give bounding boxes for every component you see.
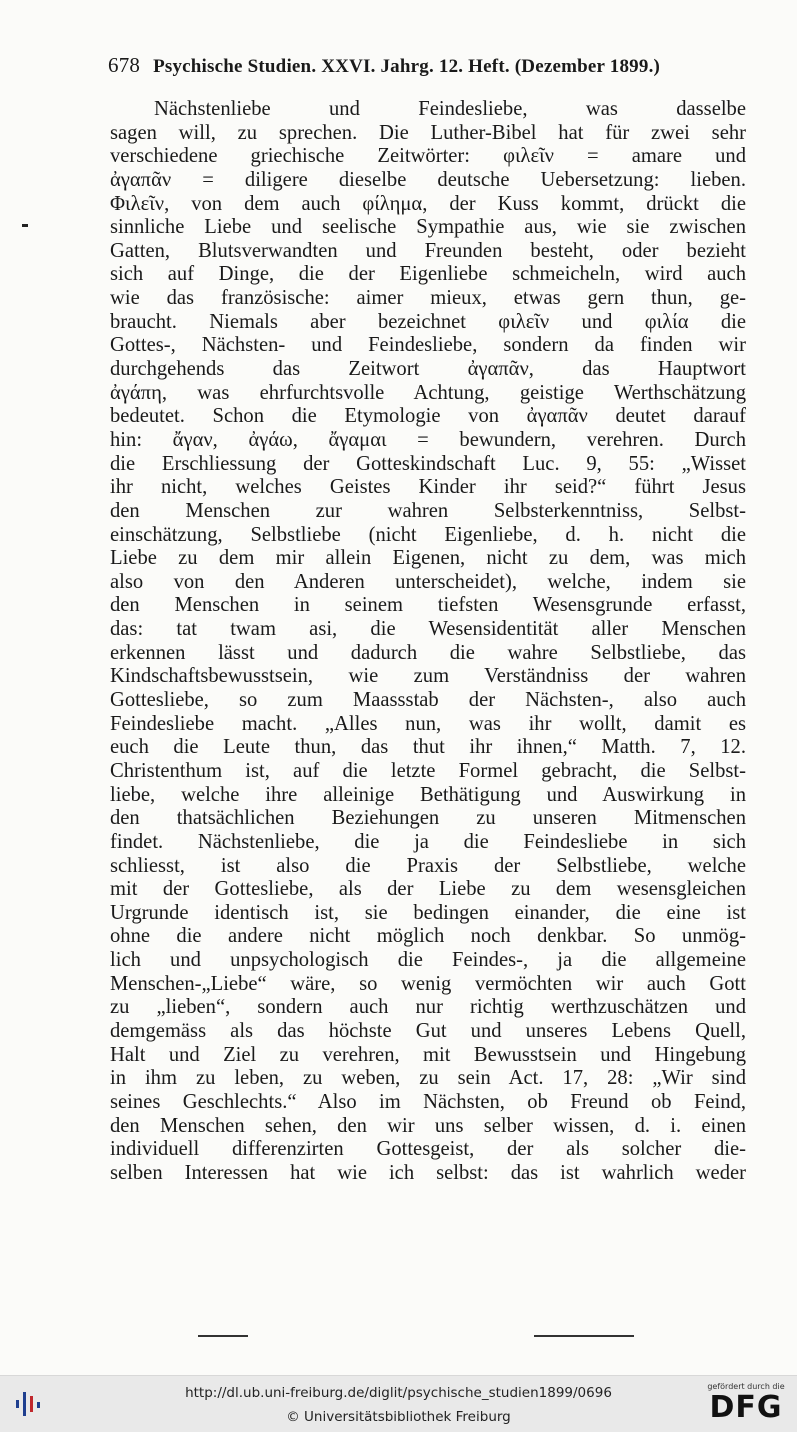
text-line: Nächstenliebe und Feindesliebe, was dasselbe bbox=[154, 98, 746, 120]
text-line: wie das französische: aimer mieux, etwas gern thun, ge- bbox=[110, 287, 746, 310]
dfg-caption: gefördert durch die bbox=[707, 1382, 785, 1391]
text-line: demgemäss als das höchste Gut und unseres Lebens Quell, bbox=[110, 1019, 746, 1042]
text-line: Liebe zu dem mir allein Eigenen, nicht zu dem, was mich bbox=[110, 547, 746, 570]
text-line: braucht. Niemals aber bezeichnet φιλεῖν und φιλία die bbox=[110, 310, 746, 333]
text-line: ἀγαπᾶν = diligere dieselbe deutsche Uebersetzung: lieben. bbox=[110, 168, 746, 191]
text-line: ἀγάπη, was ehrfurchtsvolle Achtung, geistige Werthschätzung bbox=[110, 381, 746, 404]
text-line: durchgehends das Zeitwort ἀγαπᾶν, das Hauptwort bbox=[110, 358, 746, 381]
dfg-letters: DFG bbox=[709, 1390, 783, 1425]
copyright-text: © Universitätsbibliothek Freiburg bbox=[286, 1409, 511, 1425]
text-line: Gottesliebe, so zum Maassstab der Nächsten-, also auch bbox=[110, 689, 746, 712]
body-text bbox=[110, 98, 746, 1185]
text-line: Φιλεῖν, von dem auch φίλημα, der Kuss kommt, drückt die bbox=[110, 192, 746, 215]
text-line: den thatsächlichen Beziehungen zu unseren Mitmenschen bbox=[110, 807, 746, 830]
end-rule bbox=[198, 1335, 248, 1337]
text-line: bedeutet. Schon die Etymologie von ἀγαπᾶν deutet darauf bbox=[110, 405, 746, 428]
text-line: seines Geschlechts.“ Also im Nächsten, ob Freund ob Feind, bbox=[110, 1090, 746, 1113]
text-line: Kindschaftsbewusstsein, wie zum Verständniss der wahren bbox=[110, 665, 746, 688]
text-line: Gottes-, Nächsten- und Feindesliebe, sondern da finden wir bbox=[110, 334, 746, 357]
text-line: ohne die andere nicht möglich noch denkbar. So unmög- bbox=[110, 925, 746, 948]
text-line: den Menschen sehen, den wir uns selber wissen, d. i. einen bbox=[110, 1114, 746, 1137]
text-line: den Menschen in seinem tiefsten Wesensgrunde erfasst, bbox=[110, 594, 746, 617]
source-url-link[interactable]: http://dl.ub.uni-freiburg.de/diglit/psychische_studien1899/0696 bbox=[185, 1385, 612, 1401]
text-line: sinnliche Liebe und seelische Sympathie aus, wie sie zwischen bbox=[110, 216, 746, 239]
text-line: Feindesliebe macht. „Alles nun, was ihr wollt, damit es bbox=[110, 712, 746, 735]
text-line: verschiedene griechische Zeitwörter: φιλεῖν = amare und bbox=[110, 145, 746, 168]
text-line: also von den Anderen unterscheidet), welche, indem sie bbox=[110, 570, 746, 593]
text-line: erkennen lässt und dadurch die wahre Selbstliebe, das bbox=[110, 641, 746, 664]
text-line: einschätzung, Selbstliebe (nicht Eigenliebe, d. h. nicht die bbox=[110, 523, 746, 546]
text-line: Christenthum ist, auf die letzte Formel gebracht, die Selbst- bbox=[110, 759, 746, 782]
text-line: mit der Gottesliebe, als der Liebe zu dem wesensgleichen bbox=[110, 878, 746, 901]
text-line: Menschen-„Liebe“ wäre, so wenig vermöchten wir auch Gott bbox=[110, 972, 746, 995]
text-line: euch die Leute thun, das thut ihr ihnen,“ Matth. 7, 12. bbox=[110, 736, 746, 759]
text-line: findet. Nächstenliebe, die ja die Feindesliebe in sich bbox=[110, 830, 746, 853]
text-line: sich auf Dinge, die der Eigenliebe schmeicheln, wird auch bbox=[110, 263, 746, 286]
text-line: Halt und Ziel zu verehren, mit Bewusstsein und Hingebung bbox=[110, 1043, 746, 1066]
text-line: schliesst, ist also die Praxis der Selbstliebe, welche bbox=[110, 854, 746, 877]
footer-bar bbox=[0, 1375, 797, 1432]
text-line: Gatten, Blutsverwandten und Freunden besteht, oder bezieht bbox=[110, 239, 746, 262]
text-line: den Menschen zur wahren Selbsterkenntniss, Selbst- bbox=[110, 499, 746, 522]
running-head bbox=[108, 53, 758, 78]
text-line: lich und unpsychologisch die Feindes-, ja die allgemeine bbox=[110, 949, 746, 972]
text-line: die Erschliessung der Gotteskindschaft Luc. 9, 55: „Wisset bbox=[110, 452, 746, 475]
margin-mark bbox=[22, 224, 28, 227]
text-line: das: tat twam asi, die Wesensidentität aller Menschen bbox=[110, 618, 746, 641]
page-number: 678 bbox=[108, 53, 141, 77]
text-line: zu „lieben“, sondern auch nur richtig werthzuschätzen und bbox=[110, 996, 746, 1019]
text-line: individuell differenzirten Gottesgeist, der als solcher die- bbox=[110, 1138, 746, 1161]
text-line: hin: ἄγαν, ἀγάω, ἄγαμαι = bewundern, verehren. Durch bbox=[110, 428, 746, 451]
text-line: in ihm zu leben, zu weben, zu sein Act. 17, 28: „Wir sind bbox=[110, 1067, 746, 1090]
dfg-logo bbox=[700, 1382, 792, 1428]
text-line: liebe, welche ihre alleinige Bethätigung und Auswirkung in bbox=[110, 783, 746, 806]
running-title: Psychische Studien. XXVI. Jahrg. 12. Heft. (Dezember 1899.) bbox=[153, 56, 661, 77]
text-line: selben Interessen hat wie ich selbst: das ist wahrlich weder bbox=[110, 1161, 746, 1184]
text-line: sagen will, zu sprechen. Die Luther-Bibel hat für zwei sehr bbox=[110, 121, 746, 144]
end-rule bbox=[534, 1335, 634, 1337]
text-line: ihr nicht, welches Geistes Kinder ihr seid?“ führt Jesus bbox=[110, 476, 746, 499]
text-line: Urgrunde identisch ist, sie bedingen einander, die eine ist bbox=[110, 901, 746, 924]
